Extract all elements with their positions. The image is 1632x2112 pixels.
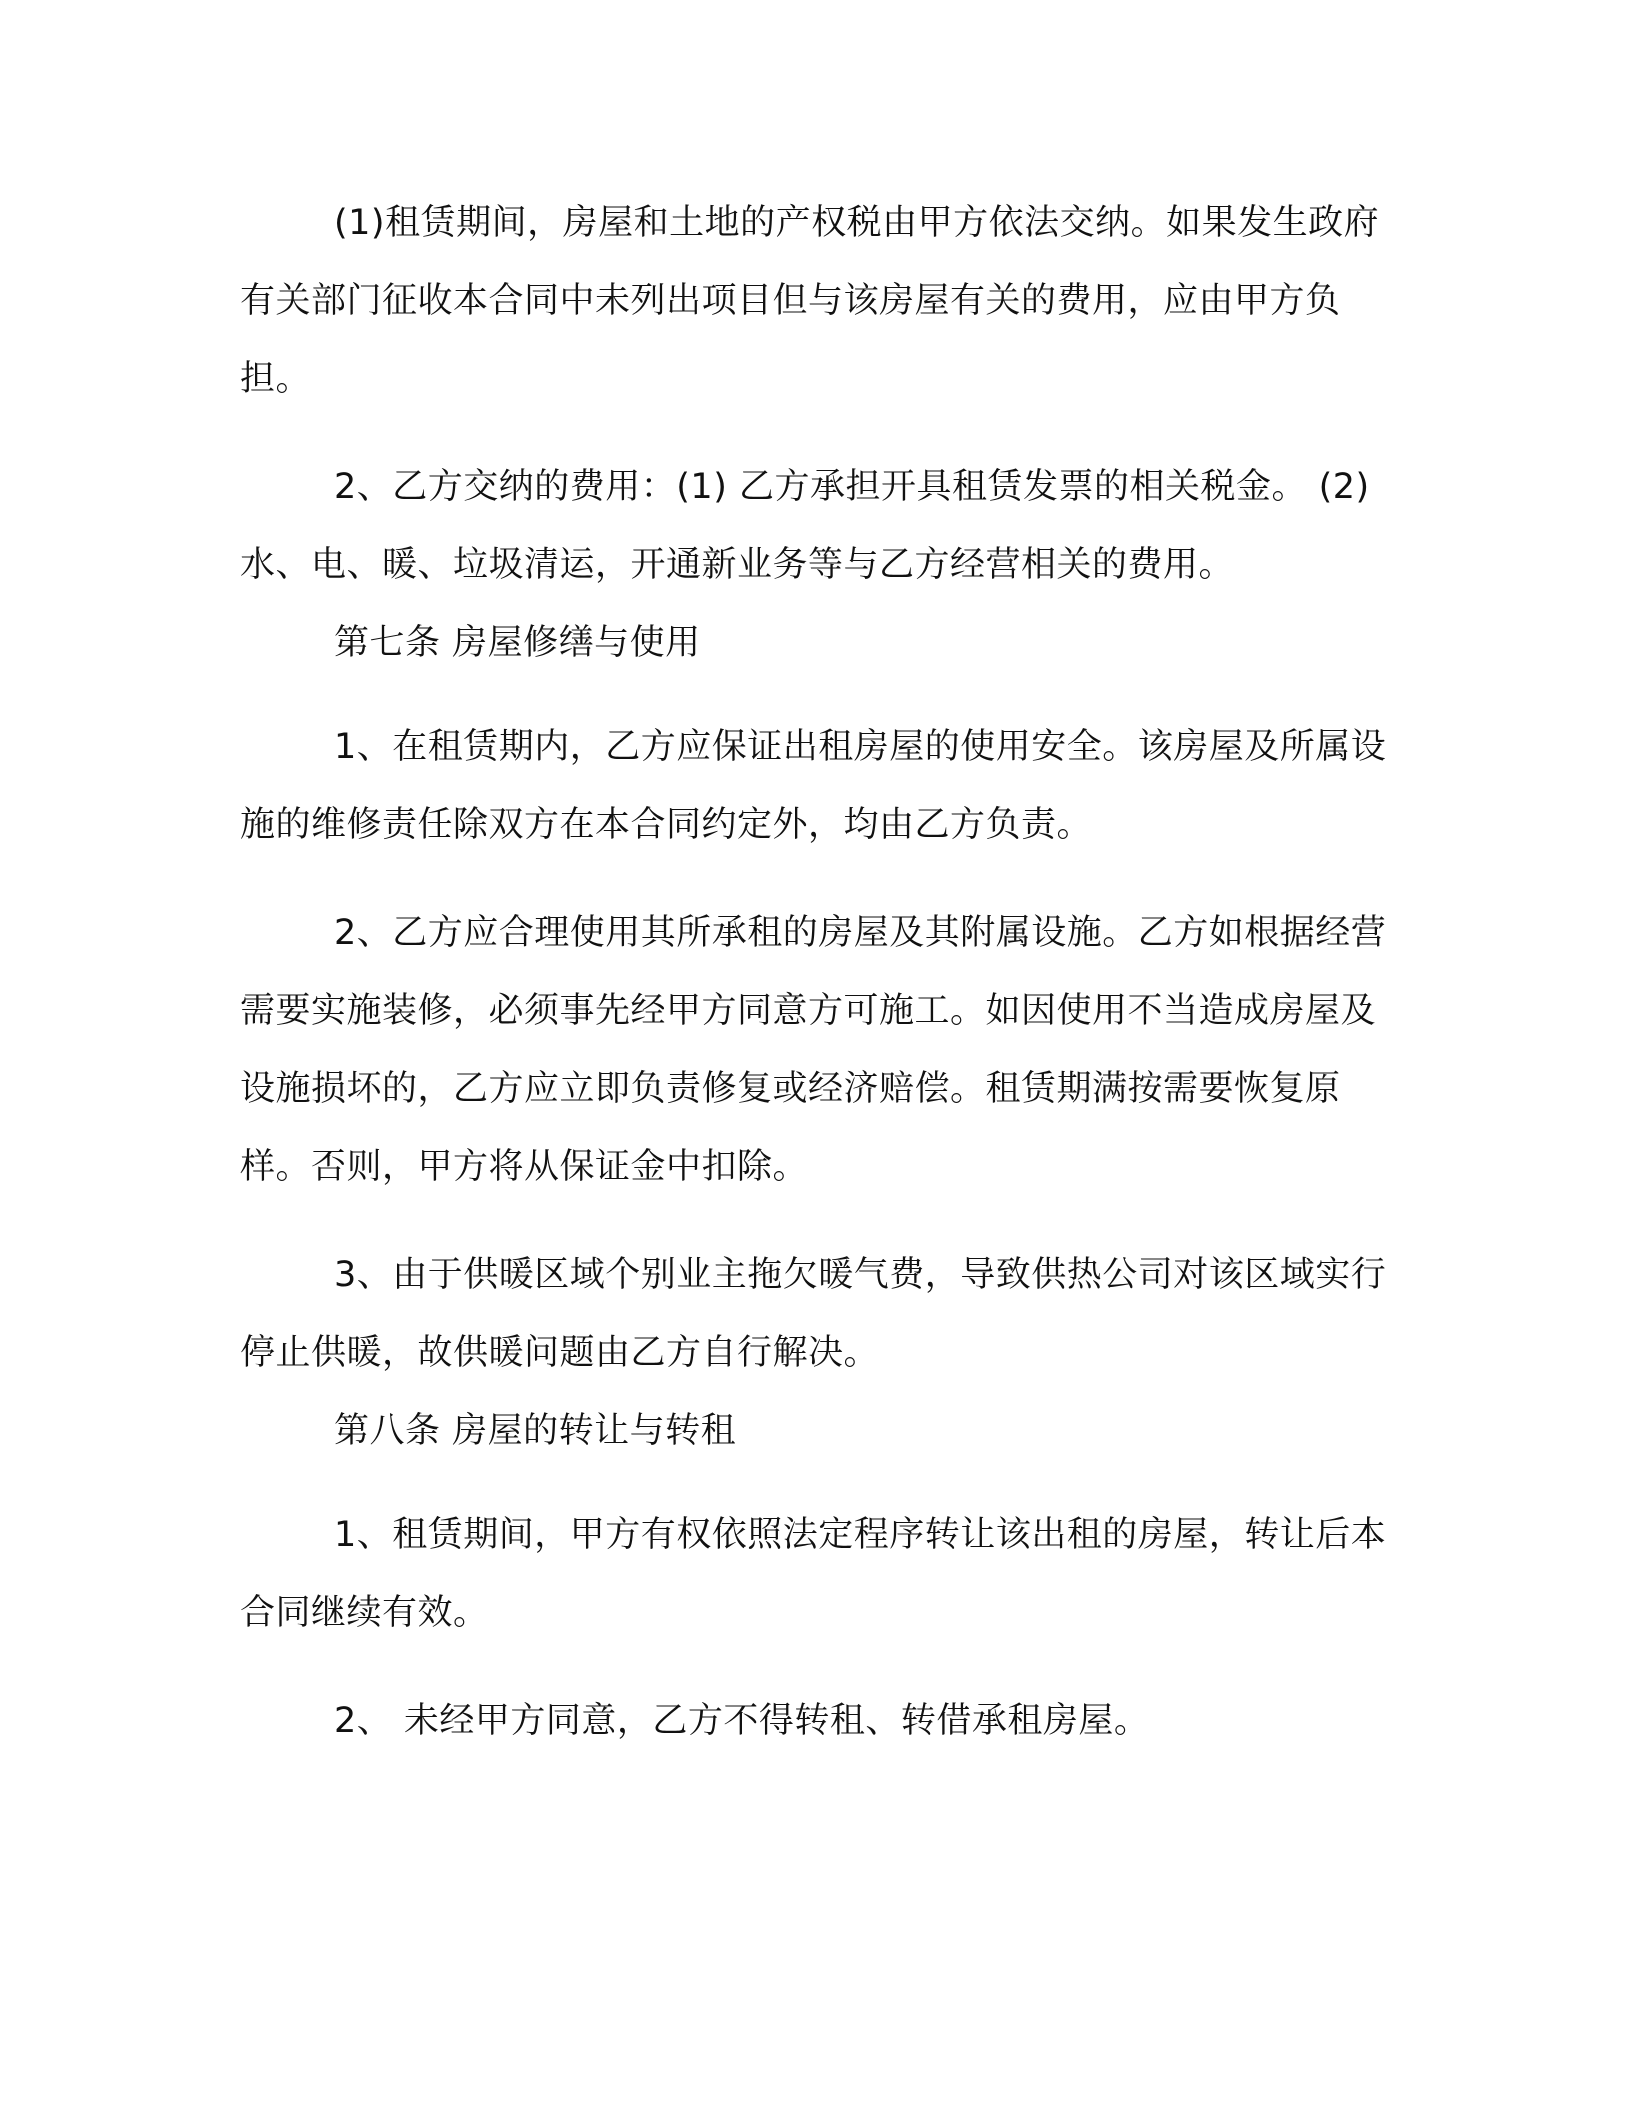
document-page — [240, 184, 1410, 1760]
paragraph-renovation: 2、乙方应合理使用其所承租的房屋及其附属设施。乙方如根据经营需要实施装修，必须事先经甲方同意方可施工。如因使用不当造成房屋及设施损坏的，乙方应立即负责修复或经济赔偿。租赁期满按需要恢复原样。否则，甲方将从保证金中扣除。 — [240, 913, 1387, 1187]
section-heading-article-7: 第七条 房屋修缮与使用 — [334, 623, 701, 663]
section-heading-article-8: 第八条 房屋的转让与转租 — [334, 1411, 737, 1451]
paragraph-transfer: 1、租赁期间，甲方有权依照法定程序转让该出租的房屋，转让后本合同继续有效。 — [240, 1515, 1387, 1633]
paragraph-sublease: 2、 未经甲方同意，乙方不得转租、转借承租房屋。 — [334, 1701, 1150, 1741]
paragraph-tenant-fees: 2、乙方交纳的费用：(1) 乙方承担开具租赁发票的相关税金。 (2)水、电、暖、垃圾清运，开通新业务等与乙方经营相关的费用。 — [240, 467, 1370, 585]
paragraph-heating: 3、由于供暖区域个别业主拖欠暖气费，导致供热公司对该区域实行停止供暖，故供暖问题由乙方自行解决。 — [240, 1255, 1387, 1373]
paragraph-property-tax: (1)租赁期间，房屋和土地的产权税由甲方依法交纳。如果发生政府有关部门征收本合同中未列出项目但与该房屋有关的费用，应由甲方负担。 — [240, 203, 1380, 399]
paragraph-usage-safety: 1、在租赁期内，乙方应保证出租房屋的使用安全。该房屋及所属设施的维修责任除双方在本合同约定外，均由乙方负责。 — [240, 727, 1387, 845]
